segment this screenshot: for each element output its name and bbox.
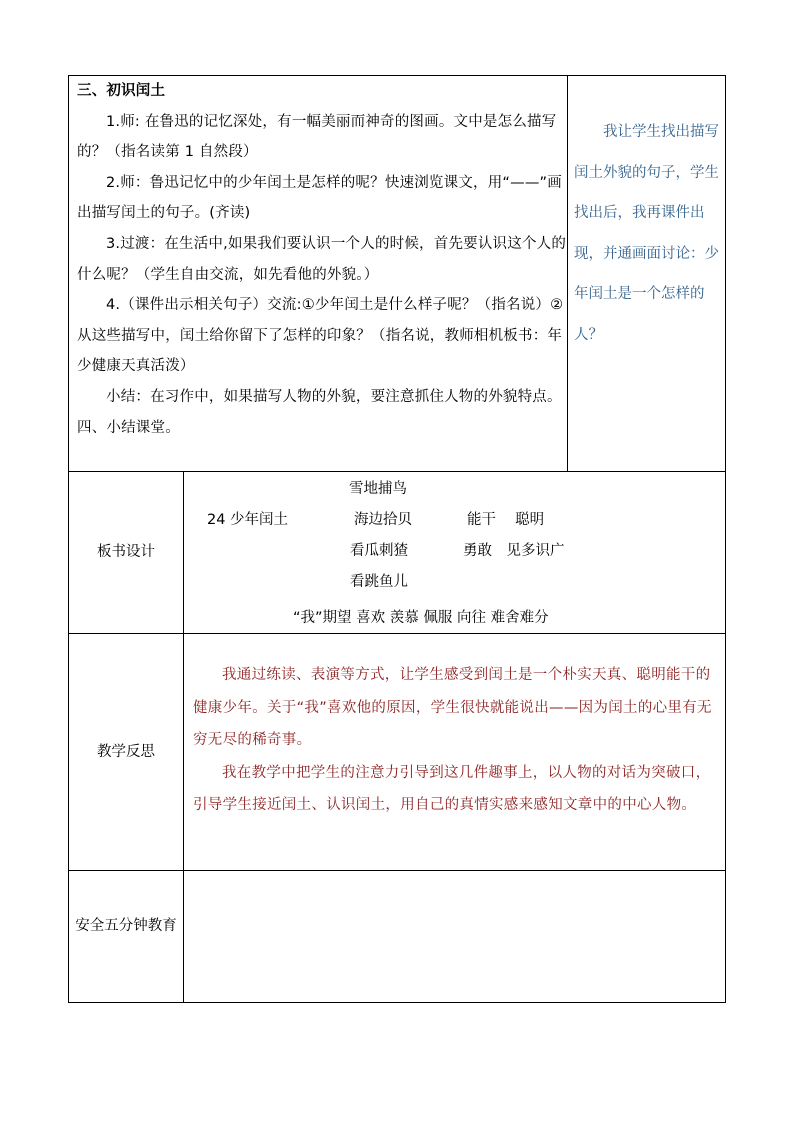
step-2: 2.师：鲁迅记忆中的少年闰土是怎样的呢？快速浏览课文，用“——”画出描写闰土的句子。(齐读): [77, 174, 562, 222]
board-event-2: 海边拾贝: [354, 512, 412, 528]
board-traits-2: 勇敢 见多识广: [463, 543, 565, 559]
step-1: 1.师: 在鲁迅的记忆深处，有一幅美丽而神奇的图画。文中是怎么描写的？（指名读第 1 自然段）: [77, 113, 557, 161]
section-heading: 三、初识闰土: [77, 83, 166, 99]
column-divider-labels: [183, 471, 184, 1003]
lesson-plan-table: [68, 75, 726, 1003]
summary: 小结：在习作中，如果描写人物的外貌，要注意抓住人物的外貌特点。: [106, 388, 562, 405]
row-divider-2: [69, 633, 725, 634]
side-note: [574, 112, 720, 356]
board-title: 24 少年闰土: [207, 512, 289, 528]
reflection-paragraph-1: 我通过练读、表演等方式，让学生感受到闰土是一个朴实天真、聪明能干的健康少年。关于“我”喜欢他的原因，学生很快就能说出——因为闰土的心里有无穷无尽的稀奇事。: [193, 667, 712, 748]
board-design-label: 板书设计: [97, 544, 155, 560]
safety-label: 安全五分钟教育: [75, 918, 177, 934]
reflection-paragraph-2: 我在教学中把学生的注意力引导到这几件趣事上，以人物的对话为突破口，引导学生接近闰土、认识闰土，用自己的真情实感来感知文章中的中心人物。: [193, 764, 711, 813]
row-divider-1: [69, 471, 725, 472]
board-event-4: 看跳鱼儿: [350, 574, 408, 590]
reflection-text: [193, 659, 717, 822]
step-3: 3.过渡：在生活中,如果我们要认识一个人的时候，首先要认识这个人的什么呢？（学生自由交流，如先看他的外貌。）: [77, 235, 567, 283]
section-4-heading: 四、小结课堂。: [77, 419, 180, 436]
board-traits-1: 能干 聪明: [467, 512, 545, 528]
side-note-text: 我让学生找出描写闰土外貌的句子，学生找出后，我再课件出现，并通画面讨论：少年闰土是一个怎样的人？: [574, 124, 719, 343]
step-4: 4.（课件出示相关句子）交流:①少年闰土是什么样子呢？（指名说）②从这些描写中，闰土给你留下了怎样的印象？（指名说，教师相机板书：年少健康天真活泼）: [77, 297, 564, 375]
column-divider-notes: [567, 76, 568, 471]
row-divider-3: [69, 870, 725, 871]
reflection-label: 教学反思: [97, 744, 155, 760]
board-event-3: 看瓜刺猹: [350, 543, 408, 559]
board-event-1: 雪地捕鸟: [349, 481, 407, 497]
board-bottom-line: “我”期望 喜欢 羡慕 佩服 向往 难舍难分: [293, 610, 549, 626]
teaching-steps: [77, 76, 567, 443]
